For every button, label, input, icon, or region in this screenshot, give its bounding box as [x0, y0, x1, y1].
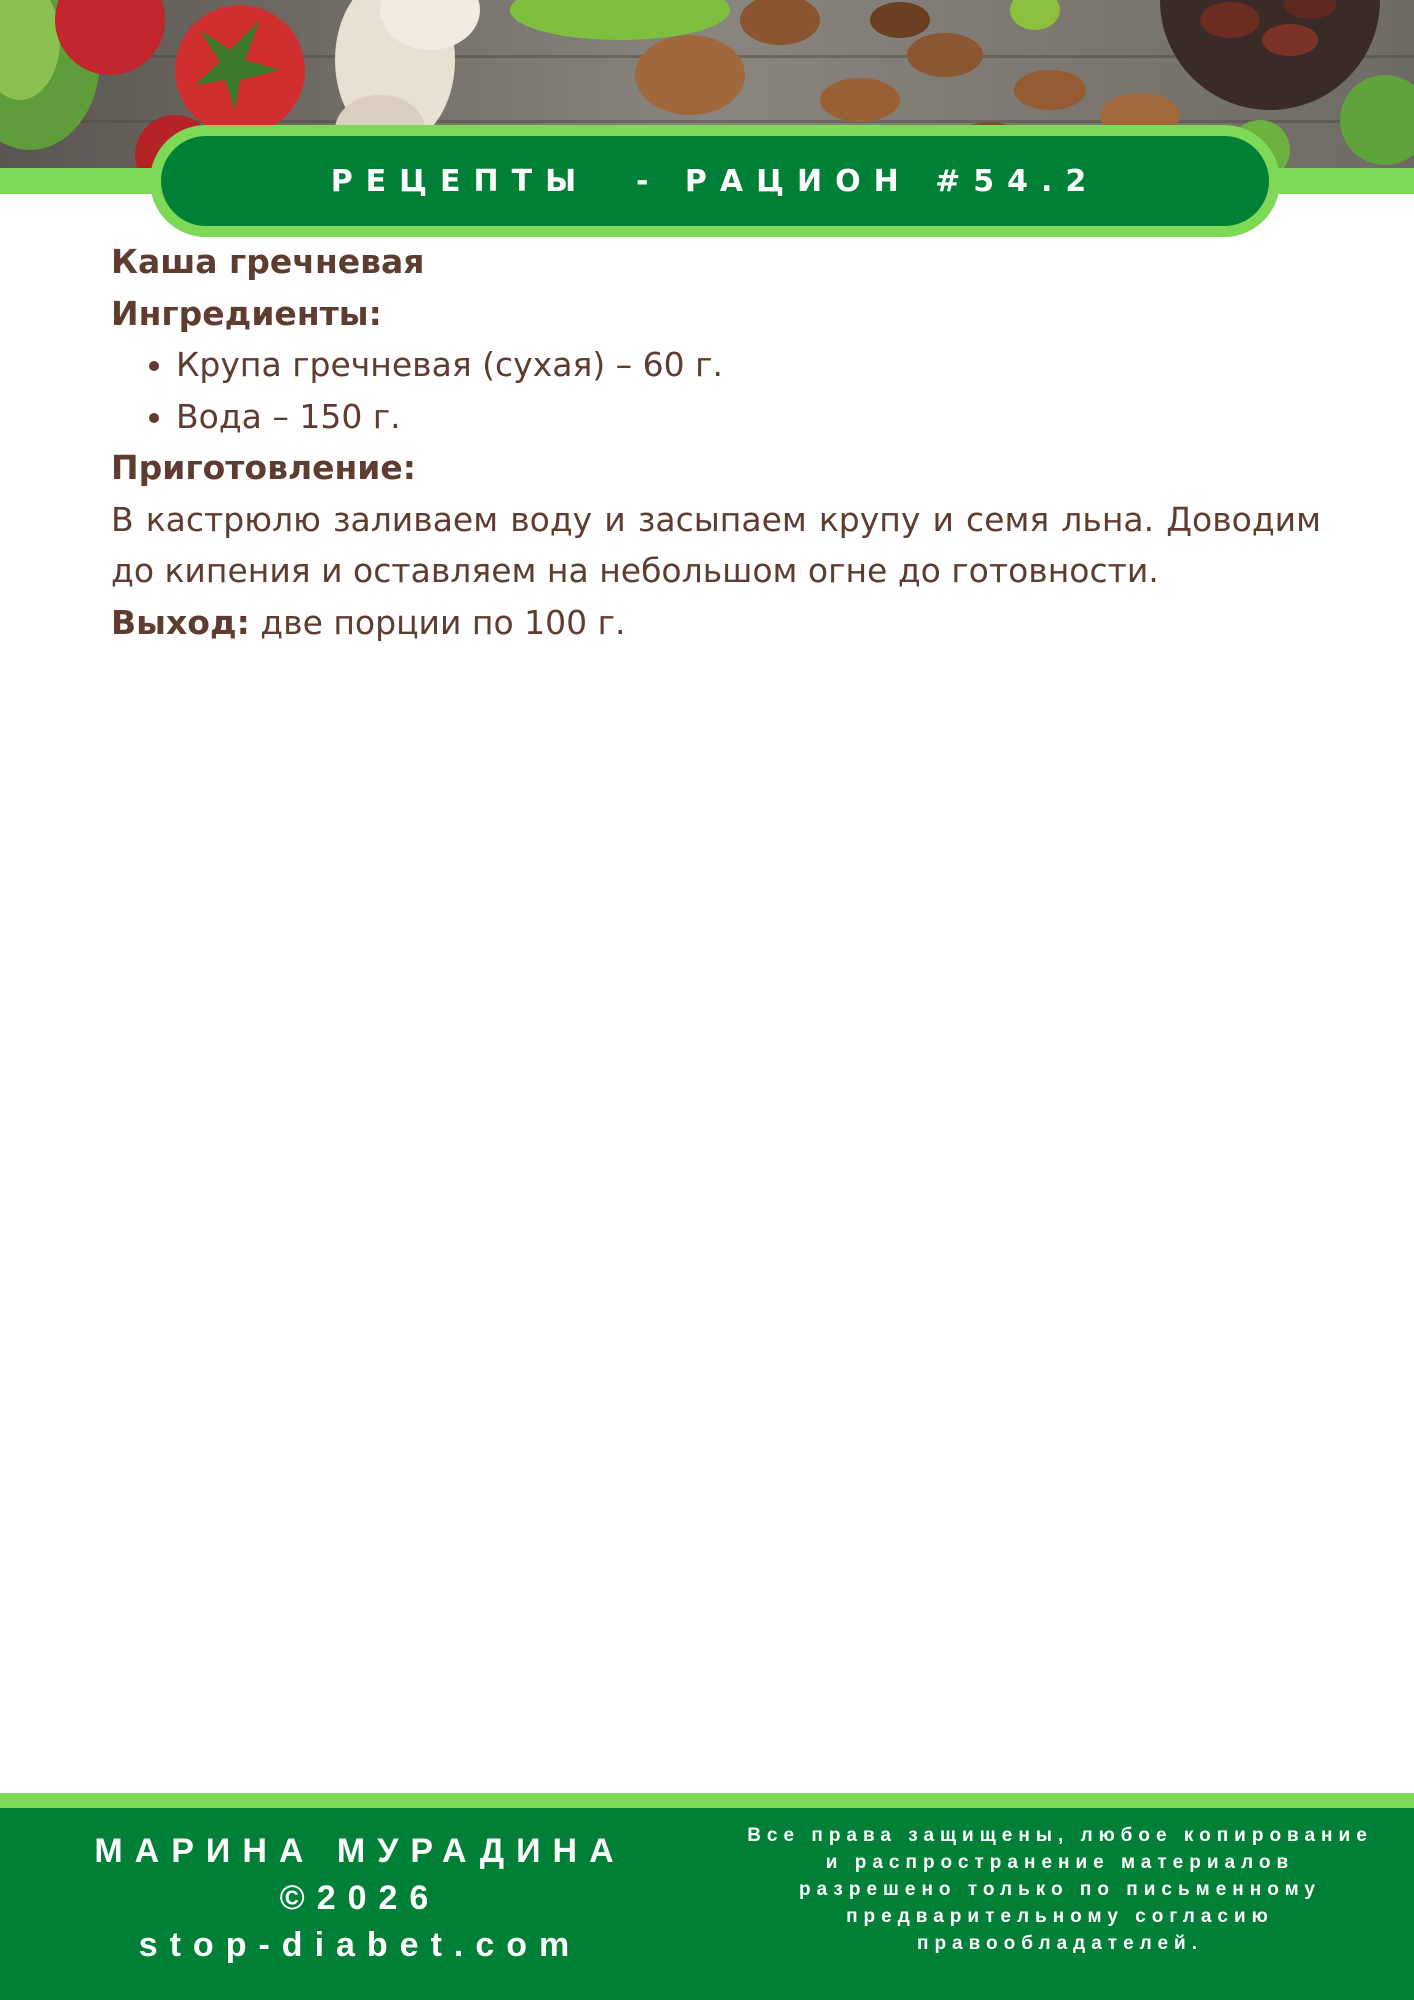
ingredient-item: • Вода – 150 г. [176, 391, 1321, 443]
ingredient-item: • Крупа гречневая (сухая) – 60 г. [176, 339, 1321, 391]
footer-author-block [40, 1828, 680, 1969]
footer-stripe [0, 1793, 1414, 1808]
rights-line: и распространение материалов [825, 1852, 1295, 1873]
rights-line: разрешено только по письменному [799, 1879, 1321, 1900]
copyright-year: ©2026 [279, 1879, 441, 1917]
rights-line: Все права защищены, любое копирование [747, 1825, 1373, 1846]
yield-line [111, 597, 1321, 649]
yield-label: Выход: [111, 602, 250, 642]
preparation-heading: Приготовление: [111, 448, 417, 487]
ingredients-heading: Ингредиенты: [111, 293, 382, 333]
yield-value: две порции по 100 г. [249, 602, 626, 642]
page-title: РЕЦЕПТЫ - РАЦИОН #54.2 [330, 163, 1100, 199]
recipe-content [111, 236, 1321, 648]
ingredients-list [111, 339, 1321, 442]
footer [0, 1808, 1414, 2000]
rights-line: предварительному согласию [846, 1906, 1274, 1927]
rights-notice [740, 1822, 1380, 1957]
author-name: МАРИНА МУРАДИНА [94, 1832, 626, 1870]
recipe-name: Каша гречневая [111, 242, 425, 281]
website: stop-diabet.com [138, 1926, 582, 1964]
rights-line: правообладателей. [916, 1933, 1204, 1954]
title-banner [150, 125, 1280, 237]
preparation-text: В кастрюлю заливаем воду и засыпаем крупу и семя льна. Доводим до кипения и оставляем на небольшом огне до готовности. [111, 499, 1321, 590]
